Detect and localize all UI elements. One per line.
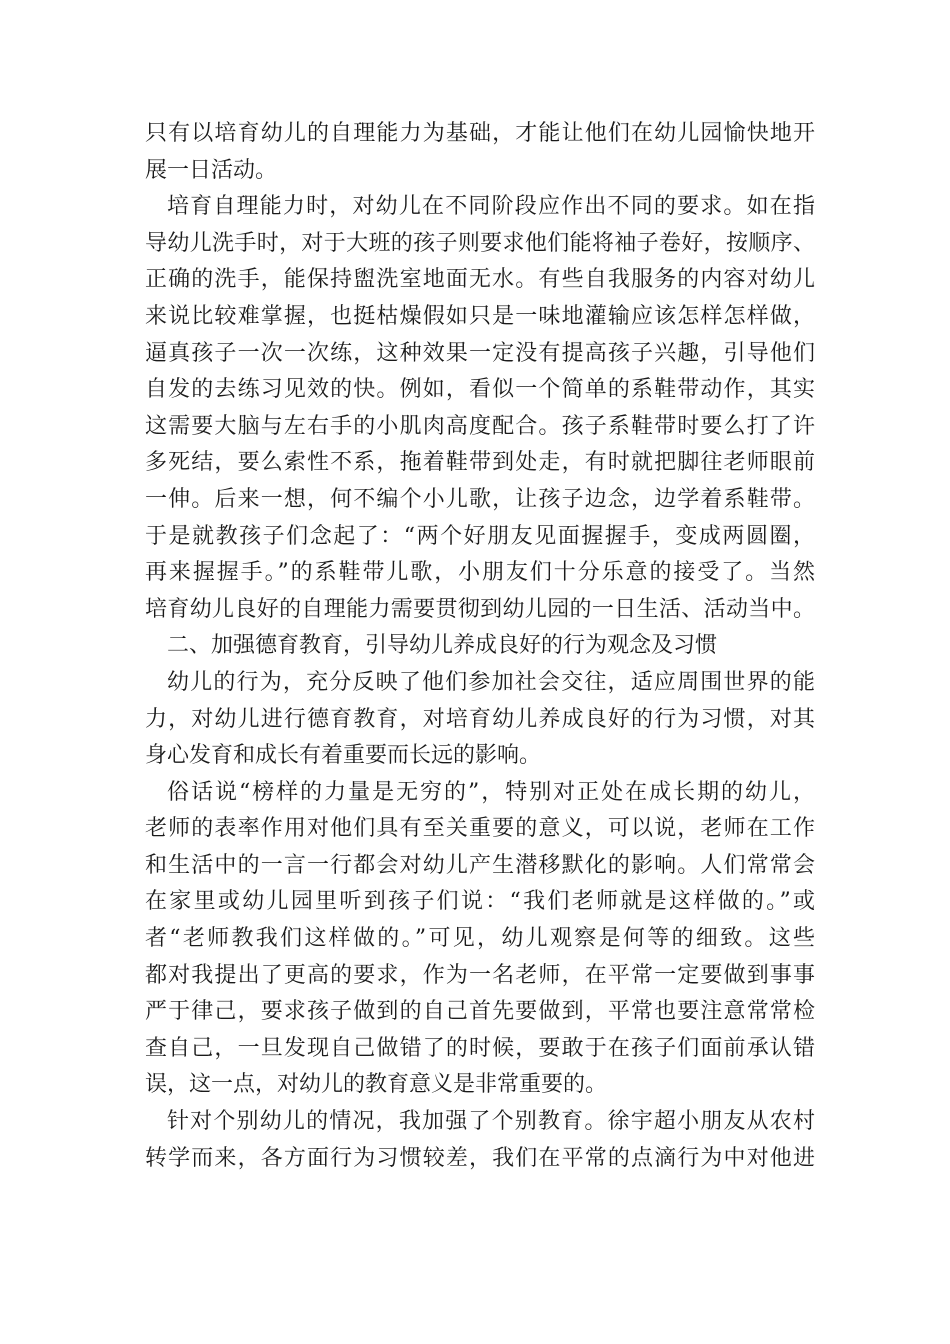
text-line: 再来握握手。”的系鞋带儿歌，小朋友们十分乐意的接受了。当然	[145, 560, 815, 586]
text-line: 自发的去练习见效的快。例如，看似一个简单的系鞋带动作，其实	[145, 377, 815, 403]
text-line: 多死结，要么索性不系，拖着鞋带到处走，有时就把脚往老师眼前	[145, 450, 815, 476]
text-line: 一伸。后来一想，何不编个小儿歌，让孩子边念，边学着系鞋带。	[145, 486, 815, 512]
text-line: 者“老师教我们这样做的。”可见，幼儿观察是何等的细致。这些	[145, 926, 815, 952]
text-line: 转学而来，各方面行为习惯较差，我们在平常的点滴行为中对他进	[145, 1145, 815, 1171]
text-line: 培育幼儿良好的自理能力需要贯彻到幼儿园的一日生活、活动当中。	[145, 596, 815, 622]
text-line: 导幼儿洗手时，对于大班的孩子则要求他们能将袖子卷好，按顺序、	[145, 230, 815, 256]
text-line: 逼真孩子一次一次练，这种效果一定没有提高孩子兴趣，引导他们	[145, 340, 815, 366]
text-line: 力，对幼儿进行德育教育，对培育幼儿养成良好的行为习惯，对其	[145, 706, 815, 732]
text-line: 只有以培育幼儿的自理能力为基础，才能让他们在幼儿园愉快地开	[145, 121, 815, 146]
text-line: 这需要大脑与左右手的小肌肉高度配合。孩子系鞋带时要么打了许	[145, 413, 815, 439]
text-line: 误，这一点，对幼儿的教育意义是非常重要的。	[145, 1072, 608, 1098]
text-line: 都对我提出了更高的要求，作为一名老师，在平常一定要做到事事	[145, 962, 815, 988]
document-body	[145, 116, 815, 1177]
text-line: 和生活中的一言一行都会对幼儿产生潜移默化的影响。人们常常会	[145, 852, 815, 878]
text-line: 在家里或幼儿园里听到孩子们说：“我们老师就是这样做的。”或	[145, 889, 815, 915]
text-line: 俗话说“榜样的力量是无穷的”，特别对正处在成长期的幼儿，	[167, 779, 815, 805]
text-line: 老师的表率作用对他们具有至关重要的意义，可以说，老师在工作	[145, 816, 815, 842]
text-line: 培育自理能力时，对幼儿在不同阶段应作出不同的要求。如在指	[167, 194, 815, 220]
text-line: 针对个别幼儿的情况，我加强了个别教育。徐宇超小朋友从农村	[167, 1109, 815, 1135]
text-line: 查自己，一旦发现自己做错了的时候，要敢于在孩子们面前承认错	[145, 1035, 815, 1061]
text-line: 身心发育和成长有着重要而长远的影响。	[145, 743, 542, 769]
text-line: 于是就教孩子们念起了：“两个好朋友见面握握手，变成两圆圈，	[145, 523, 815, 549]
text-line: 二、加强德育教育，引导幼儿养成良好的行为观念及习惯	[167, 633, 718, 659]
text-line: 幼儿的行为，充分反映了他们参加社会交往，适应周围世界的能	[167, 669, 815, 695]
text-line: 展一日活动。	[145, 157, 278, 183]
text-line: 正确的洗手，能保持盥洗室地面无水。有些自我服务的内容对幼儿	[145, 267, 815, 293]
text-line: 严于律己，要求孩子做到的自己首先要做到，平常也要注意常常检	[145, 999, 815, 1025]
text-line: 来说比较难掌握，也挺枯燥假如只是一味地灌输应该怎样怎样做，	[145, 303, 815, 329]
